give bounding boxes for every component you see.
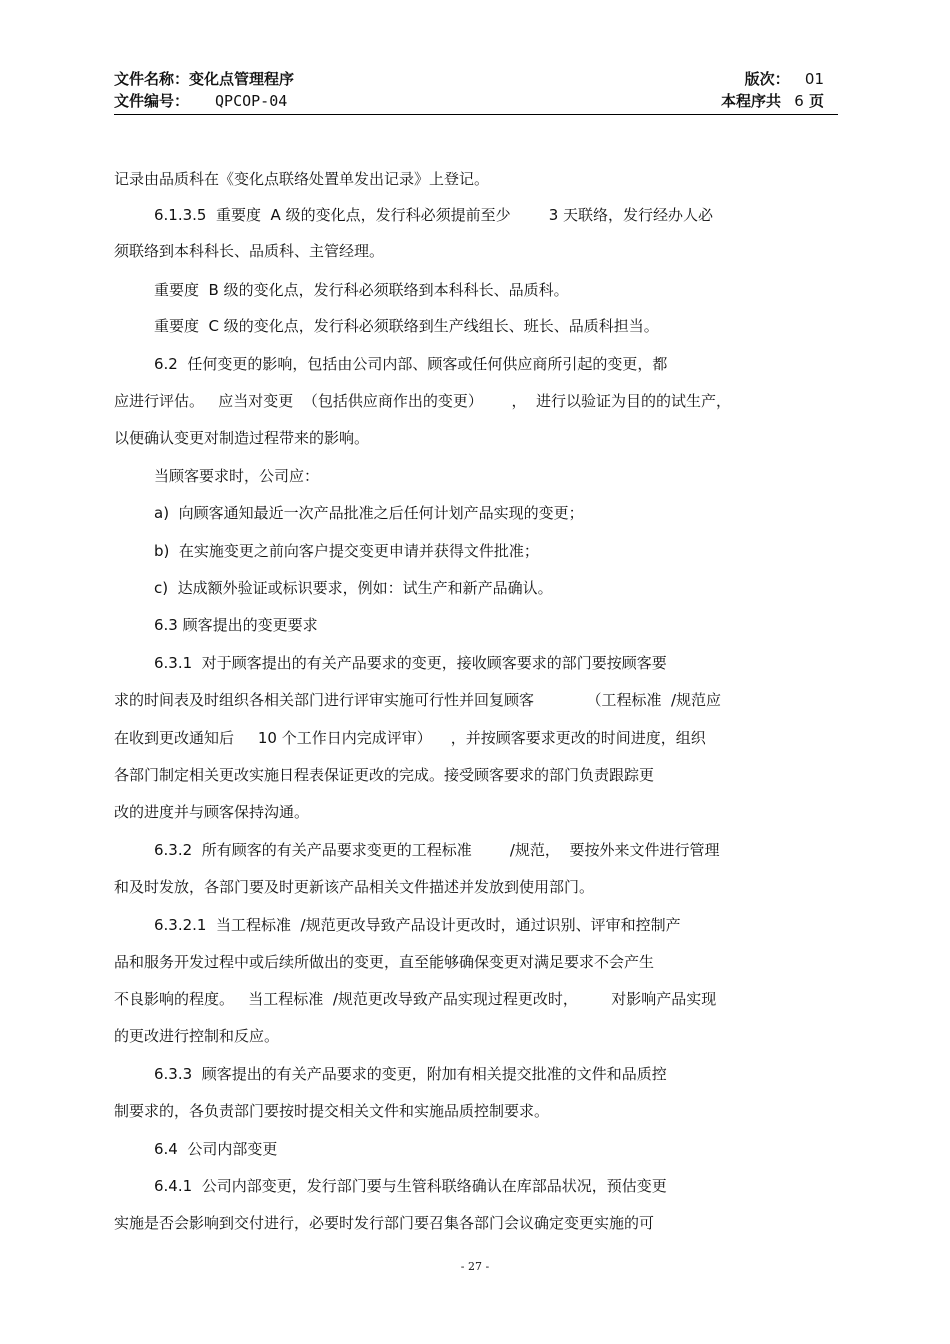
text-line: 6.3.2.1 当工程标准 /规范更改导致产品设计更改时，通过识别、评审和控制产 bbox=[154, 916, 681, 934]
text-line: 应进行评估。 应当对变更 （包括供应商作出的变更） ， 进行以验证为目的的试生产， bbox=[114, 392, 731, 410]
text-line: b) 在实施变更之前向客户提交变更申请并获得文件批准； bbox=[154, 542, 539, 560]
header-row-2 bbox=[114, 90, 838, 112]
page-count-unit: 页 bbox=[808, 92, 824, 110]
document-name: 文件名称：变化点管理程序 bbox=[114, 70, 295, 88]
text-line: 品和服务开发过程中或后续所做出的变更，直至能够确保变更对满足要求不会产生 bbox=[114, 953, 655, 971]
version-info bbox=[745, 68, 824, 90]
version-value: 01 bbox=[804, 70, 824, 88]
page-count-value: 6 bbox=[794, 92, 804, 110]
text-line: 的更改进行控制和反应。 bbox=[114, 1027, 280, 1045]
page-count-label: 本程序共 bbox=[720, 92, 781, 110]
document-number bbox=[114, 90, 287, 112]
text-line: 当顾客要求时，公司应： bbox=[154, 467, 320, 485]
text-line: 6.3.2 所有顾客的有关产品要求变更的工程标准 /规范， 要按外来文件进行管理 bbox=[154, 841, 720, 859]
text-line: 须联络到本科科长、品质科、主管经理。 bbox=[114, 242, 385, 260]
text-line: 和及时发放，各部门要及时更新该产品相关文件描述并发放到使用部门。 bbox=[114, 878, 595, 896]
text-line: 以便确认变更对制造过程带来的影响。 bbox=[114, 429, 370, 447]
text-line: 改的进度并与顾客保持沟通。 bbox=[114, 803, 310, 821]
page-number: - 27 - bbox=[460, 1260, 490, 1273]
page-count-info bbox=[721, 90, 824, 112]
text-line: 实施是否会影响到交付进行，必要时发行部门要召集各部门会议确定变更实施的可 bbox=[114, 1214, 655, 1232]
text-line: a) 向顾客通知最近一次产品批准之后任何计划产品实现的变更； bbox=[154, 504, 584, 522]
page-header bbox=[114, 66, 838, 115]
text-line: 制要求的，各负责部门要按时提交相关文件和实施品质控制要求。 bbox=[114, 1102, 550, 1120]
text-line: 求的时间表及时组织各相关部门进行评审实施可行性并回复顾客 （工程标准 /规范应 bbox=[114, 691, 722, 709]
document-number-label: 文件编号： bbox=[114, 92, 190, 110]
text-line: 6.4.1 公司内部变更，发行部门要与生管科联络确认在库部品状况，预估变更 bbox=[154, 1177, 667, 1195]
text-line: 6.2 任何变更的影响，包括由公司内部、顾客或任何供应商所引起的变更，都 bbox=[154, 355, 668, 373]
section-heading: 6.3 顾客提出的变更要求 bbox=[154, 616, 318, 634]
text-line: 6.3.1 对于顾客提出的有关产品要求的变更，接收顾客要求的部门要按顾客要 bbox=[154, 654, 667, 672]
text-line: 记录由品质科在《变化点联络处置单发出记录》上登记。 bbox=[114, 170, 490, 188]
text-line: 在收到更改通知后 10 个工作日内完成评审） ，并按顾客要求更改的时间进度，组织 bbox=[114, 729, 706, 747]
version-label: 版次： bbox=[744, 70, 790, 88]
document-number-value: QPCOP-04 bbox=[215, 92, 288, 110]
header-row-1 bbox=[114, 68, 838, 90]
section-heading: 6.4 公司内部变更 bbox=[154, 1140, 278, 1158]
text-line: 重要度 B 级的变化点，发行科必须联络到本科科长、品质科。 bbox=[154, 281, 569, 299]
text-line: 重要度 C 级的变化点，发行科必须联络到生产线组长、班长、品质科担当。 bbox=[154, 317, 659, 335]
text-line: 6.3.3 顾客提出的有关产品要求的变更，附加有相关提交批准的文件和品质控 bbox=[154, 1065, 667, 1083]
text-line: 各部门制定相关更改实施日程表保证更改的完成。接受顾客要求的部门负责跟踪更 bbox=[114, 766, 655, 784]
text-line: 6.1.3.5 重要度 A 级的变化点，发行科必须提前至少 3 天联络，发行经办人必 bbox=[154, 206, 714, 224]
text-line: c) 达成额外验证或标识要求，例如：试生产和新产品确认。 bbox=[154, 579, 553, 597]
text-line: 不良影响的程度。 当工程标准 /规范更改导致产品实现过程更改时， 对影响产品实现 bbox=[114, 990, 717, 1008]
